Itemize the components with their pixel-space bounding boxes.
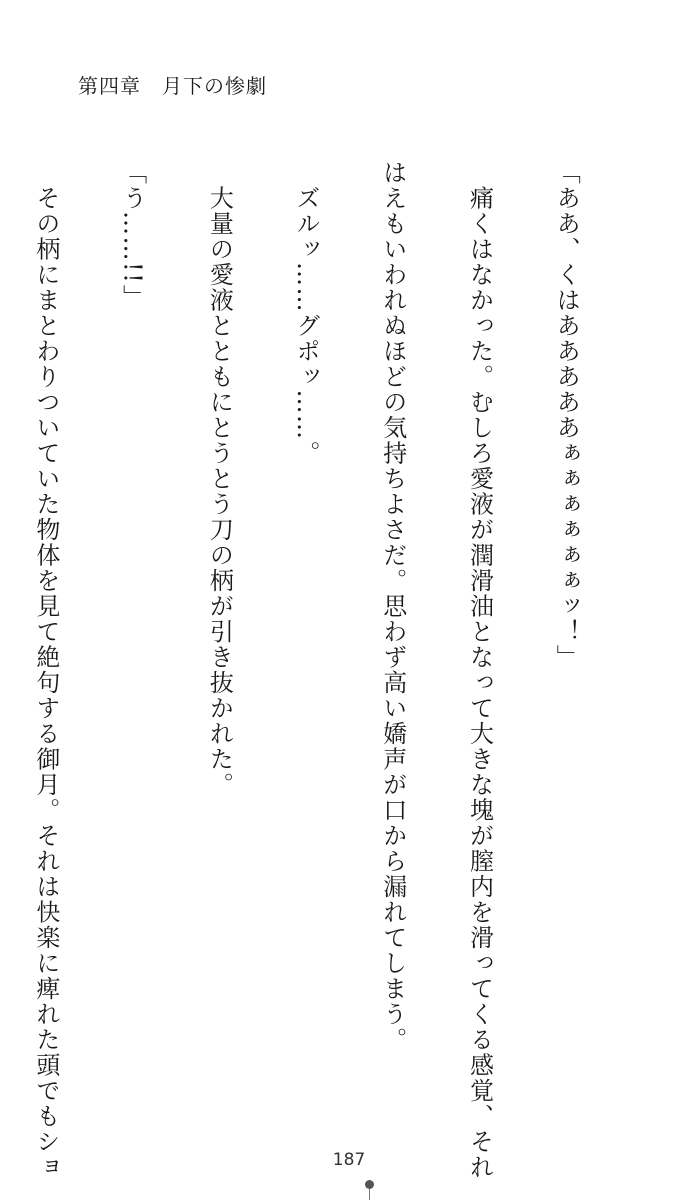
text-line: ズルッ……グポッ……。 — [292, 160, 321, 466]
page-marker-line — [369, 1189, 370, 1200]
page-marker-dot-icon — [365, 1180, 374, 1189]
text-line: 「う……!!」 — [118, 160, 147, 310]
text-line: 大量の愛液とともにとうとう刀の柄が引き抜かれた。 — [205, 160, 234, 798]
page-number: 187 — [332, 1150, 366, 1170]
text-line: 「ああ、くはあああああぁぁぁぁぁぁッ！」 — [552, 160, 581, 670]
text-line: 痛くはなかった。むしろ愛液が潤滑油となって大きな塊が膣内を滑ってくる感覚、それ — [465, 160, 494, 1180]
text-line: その柄にまとわりついていた物体を見て絶句する御月。それは快楽に痺れた頭でもショ — [31, 160, 60, 1180]
text-line: はえもいわれぬほどの気持ちよさだ。思わず高い嬌声が口から漏れてしまう。 — [378, 160, 407, 1053]
chapter-header: 第四章 月下の惨劇 — [78, 74, 267, 98]
